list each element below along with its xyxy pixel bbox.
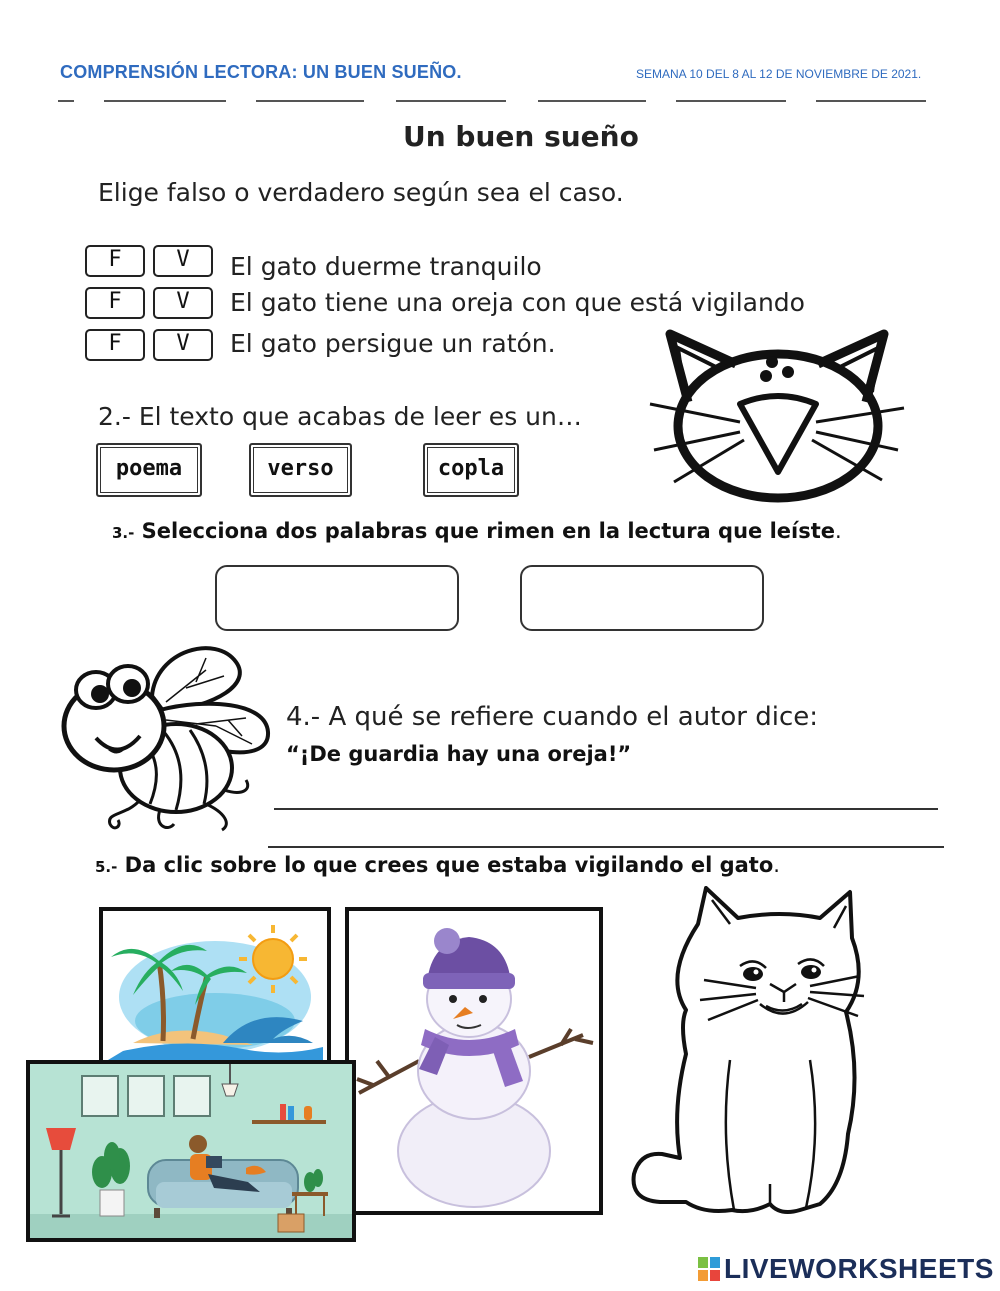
statement-text: El gato tiene una oreja con que está vigilando: [230, 288, 805, 317]
header-week: SEMANA 10 DEL 8 AL 12 DE NOVIEMBRE DE 2021.: [636, 67, 922, 81]
option-copla-button[interactable]: copla: [423, 443, 519, 497]
answer-line-2[interactable]: [268, 846, 944, 848]
statement-text: El gato duerme tranquilo: [230, 252, 542, 281]
question-3-period: .: [835, 519, 842, 543]
question-3-number: 3.-: [112, 524, 135, 542]
question-5-period: .: [773, 853, 780, 877]
question-5-prompt: [95, 853, 780, 877]
option-verso-button[interactable]: verso: [249, 443, 352, 497]
worksheet-title: Un buen sueño: [403, 120, 639, 153]
question-5-text: Da clic sobre lo que crees que estaba vigilando el gato: [117, 853, 774, 877]
false-button[interactable]: F: [85, 329, 145, 361]
cat-face-illustration: [648, 322, 908, 508]
beach-picture-option[interactable]: [99, 907, 331, 1067]
statement-text: El gato persigue un ratón.: [230, 329, 556, 358]
snowman-illustration: [349, 911, 599, 1211]
snowman-picture-option[interactable]: [345, 907, 603, 1215]
living-room-illustration: [30, 1064, 352, 1238]
fly-illustration: [56, 640, 276, 834]
sitting-cat-illustration: [620, 884, 870, 1220]
question-3-text: Selecciona dos palabras que rimen en la lectura que leíste: [134, 519, 835, 543]
false-button[interactable]: F: [85, 245, 145, 277]
rhyme-answer-box-2[interactable]: [520, 565, 764, 631]
true-button[interactable]: V: [153, 245, 213, 277]
living-room-picture-option[interactable]: [26, 1060, 356, 1242]
liveworksheets-brand: LIVEWORKSHEETS: [724, 1253, 994, 1284]
question-3-prompt: [112, 519, 842, 543]
rhyme-answer-box-1[interactable]: [215, 565, 459, 631]
true-button[interactable]: V: [153, 287, 213, 319]
true-button[interactable]: V: [153, 329, 213, 361]
question-4-prompt: 4.- A qué se refiere cuando el autor dice:: [286, 702, 819, 732]
question-2-prompt: 2.- El texto que acabas de leer es un…: [98, 402, 582, 431]
option-poema-button[interactable]: poema: [96, 443, 202, 497]
false-button[interactable]: F: [85, 287, 145, 319]
liveworksheets-logo-icon: [698, 1257, 720, 1281]
header-title: COMPRENSIÓN LECTORA: UN BUEN SUEÑO.: [60, 62, 462, 82]
question-5-number: 5.-: [95, 858, 118, 876]
instruction-text: Elige falso o verdadero según sea el caso.: [98, 178, 624, 207]
beach-scene-illustration: [103, 911, 327, 1063]
answer-line-1[interactable]: [274, 808, 938, 810]
author-quote: “¡De guardia hay una oreja!”: [286, 742, 632, 766]
